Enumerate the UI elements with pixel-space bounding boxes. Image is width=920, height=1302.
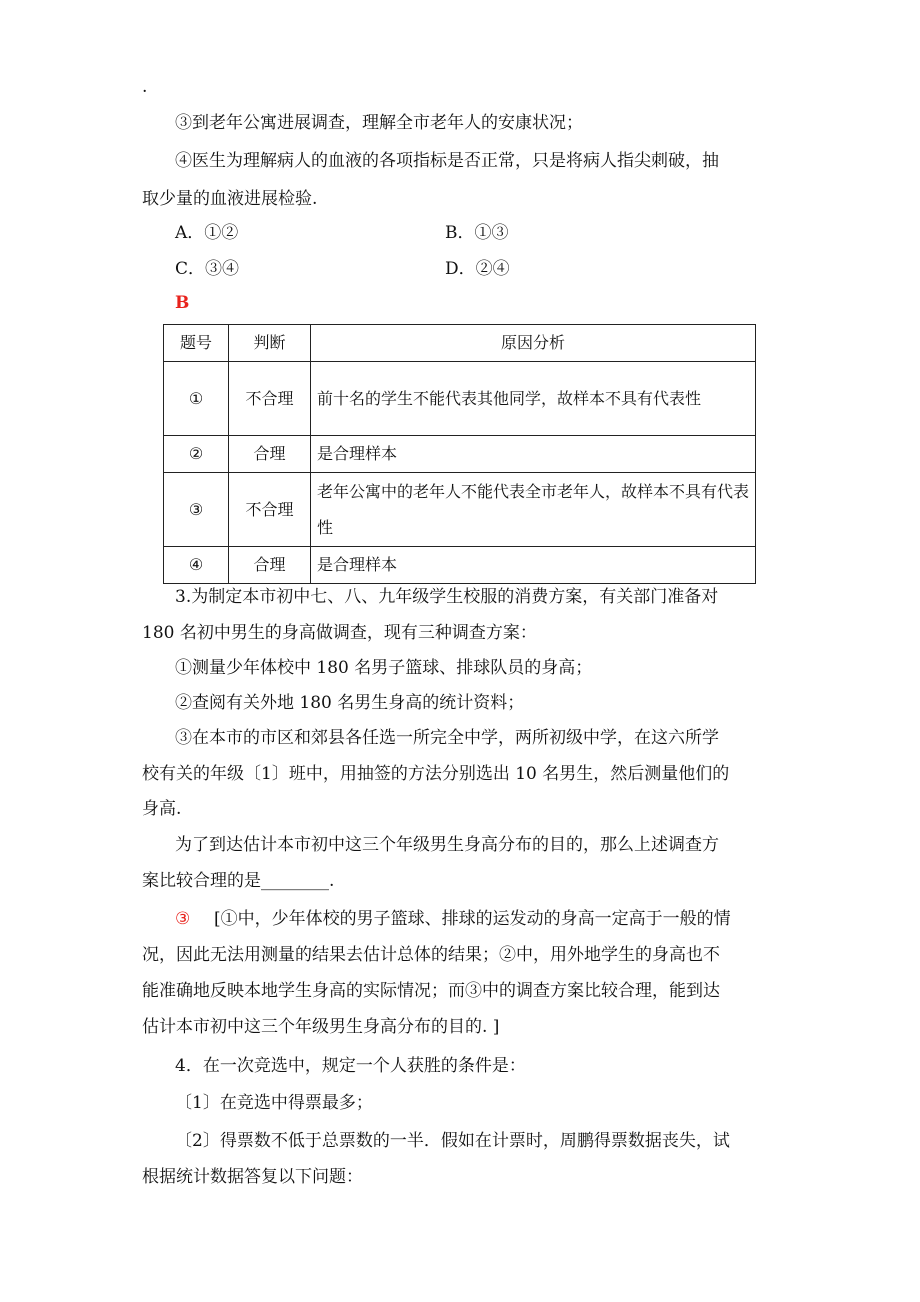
row-reason: 是合理样本 bbox=[311, 436, 756, 473]
q3-line-1: 3.为制定本市初中七、八、九年级学生校服的消费方案，有关部门准备对 bbox=[175, 587, 719, 607]
q2-item-3: ③到老年公寓进展调查，理解全市老年人的安康状况； bbox=[175, 113, 583, 133]
table-header-row bbox=[164, 325, 756, 362]
q2-item-4-line-1: ④医生为理解病人的血液的各项指标是否正常，只是将病人指尖刺破，抽 bbox=[175, 151, 719, 171]
q3-answer: ③ bbox=[175, 909, 191, 929]
judgement-table bbox=[163, 324, 756, 584]
row-reason: 是合理样本 bbox=[311, 547, 756, 584]
row-number: ③ bbox=[164, 473, 229, 547]
q3-explanation-line-4: 估计本市初中这三个年级男生身高分布的目的. ] bbox=[142, 1017, 500, 1037]
row-number: ② bbox=[164, 436, 229, 473]
table-row bbox=[164, 473, 756, 547]
q3-explanation-line-1: [①中，少年体校的男子篮球、排球的运发动的身高一定高于一般的情 bbox=[214, 909, 731, 929]
q3-explanation-line-2: 况，因此无法用测量的结果去估计总体的结果；②中，用外地学生的身高也不 bbox=[142, 945, 720, 965]
row-reason: 老年公寓中的老年人不能代表全市老年人，故样本不具有代表性 bbox=[311, 473, 756, 547]
q4-condition-2-line-2: 根据统计数据答复以下问题： bbox=[142, 1167, 363, 1187]
row-number: ① bbox=[164, 362, 229, 436]
q3-plan-1: ①测量少年体校中 180 名男子篮球、排球队员的身高； bbox=[175, 658, 593, 678]
q3-ask-line-1: 为了到达估计本市初中这三个年级男生身高分布的目的，那么上述调查方 bbox=[175, 835, 719, 855]
table-row bbox=[164, 362, 756, 436]
option-c: C．③④ bbox=[175, 259, 240, 279]
table-row bbox=[164, 547, 756, 584]
q4-line-1: 4．在一次竞选中，规定一个人获胜的条件是： bbox=[175, 1056, 526, 1076]
row-reason: 前十名的学生不能代表其他同学，故样本不具有代表性 bbox=[311, 362, 756, 436]
option-a: A．①② bbox=[175, 223, 239, 243]
option-b: B．①③ bbox=[445, 223, 509, 243]
q3-plan-2: ②查阅有关外地 180 名男生身高的统计资料； bbox=[175, 693, 525, 713]
row-judgement: 合理 bbox=[229, 436, 311, 473]
q3-plan-3-line-2: 校有关的年级〔1〕班中，用抽签的方法分别选出 10 名男生，然后测量他们的 bbox=[142, 764, 730, 784]
row-judgement: 不合理 bbox=[229, 473, 311, 547]
table-row bbox=[164, 436, 756, 473]
option-d: D．②④ bbox=[445, 259, 510, 279]
page-dot: . bbox=[142, 77, 148, 97]
q3-plan-3-line-3: 身高. bbox=[142, 799, 182, 819]
row-number: ④ bbox=[164, 547, 229, 584]
q3-plan-3-line-1: ③在本市的市区和郊县各任选一所完全中学，两所初级中学，在这六所学 bbox=[175, 728, 719, 748]
q4-condition-2-line-1: 〔2〕得票数不低于总票数的一半．假如在计票时，周鹏得票数据丧失，试 bbox=[175, 1131, 730, 1151]
q3-ask-line-2: 案比较合理的是________. bbox=[142, 871, 335, 891]
q4-condition-1: 〔1〕在竞选中得票最多； bbox=[175, 1093, 373, 1113]
q3-line-2: 180 名初中男生的身高做调查，现有三种调查方案： bbox=[142, 623, 537, 643]
header-reason: 原因分析 bbox=[311, 325, 756, 362]
row-judgement: 合理 bbox=[229, 547, 311, 584]
q2-item-4-line-2: 取少量的血液进展检验. bbox=[142, 189, 318, 209]
header-number: 题号 bbox=[164, 325, 229, 362]
header-judgement: 判断 bbox=[229, 325, 311, 362]
q3-explanation-line-3: 能准确地反映本地学生身高的实际情况；而③中的调查方案比较合理，能到达 bbox=[142, 981, 720, 1001]
q2-answer: B bbox=[175, 293, 190, 313]
row-judgement: 不合理 bbox=[229, 362, 311, 436]
